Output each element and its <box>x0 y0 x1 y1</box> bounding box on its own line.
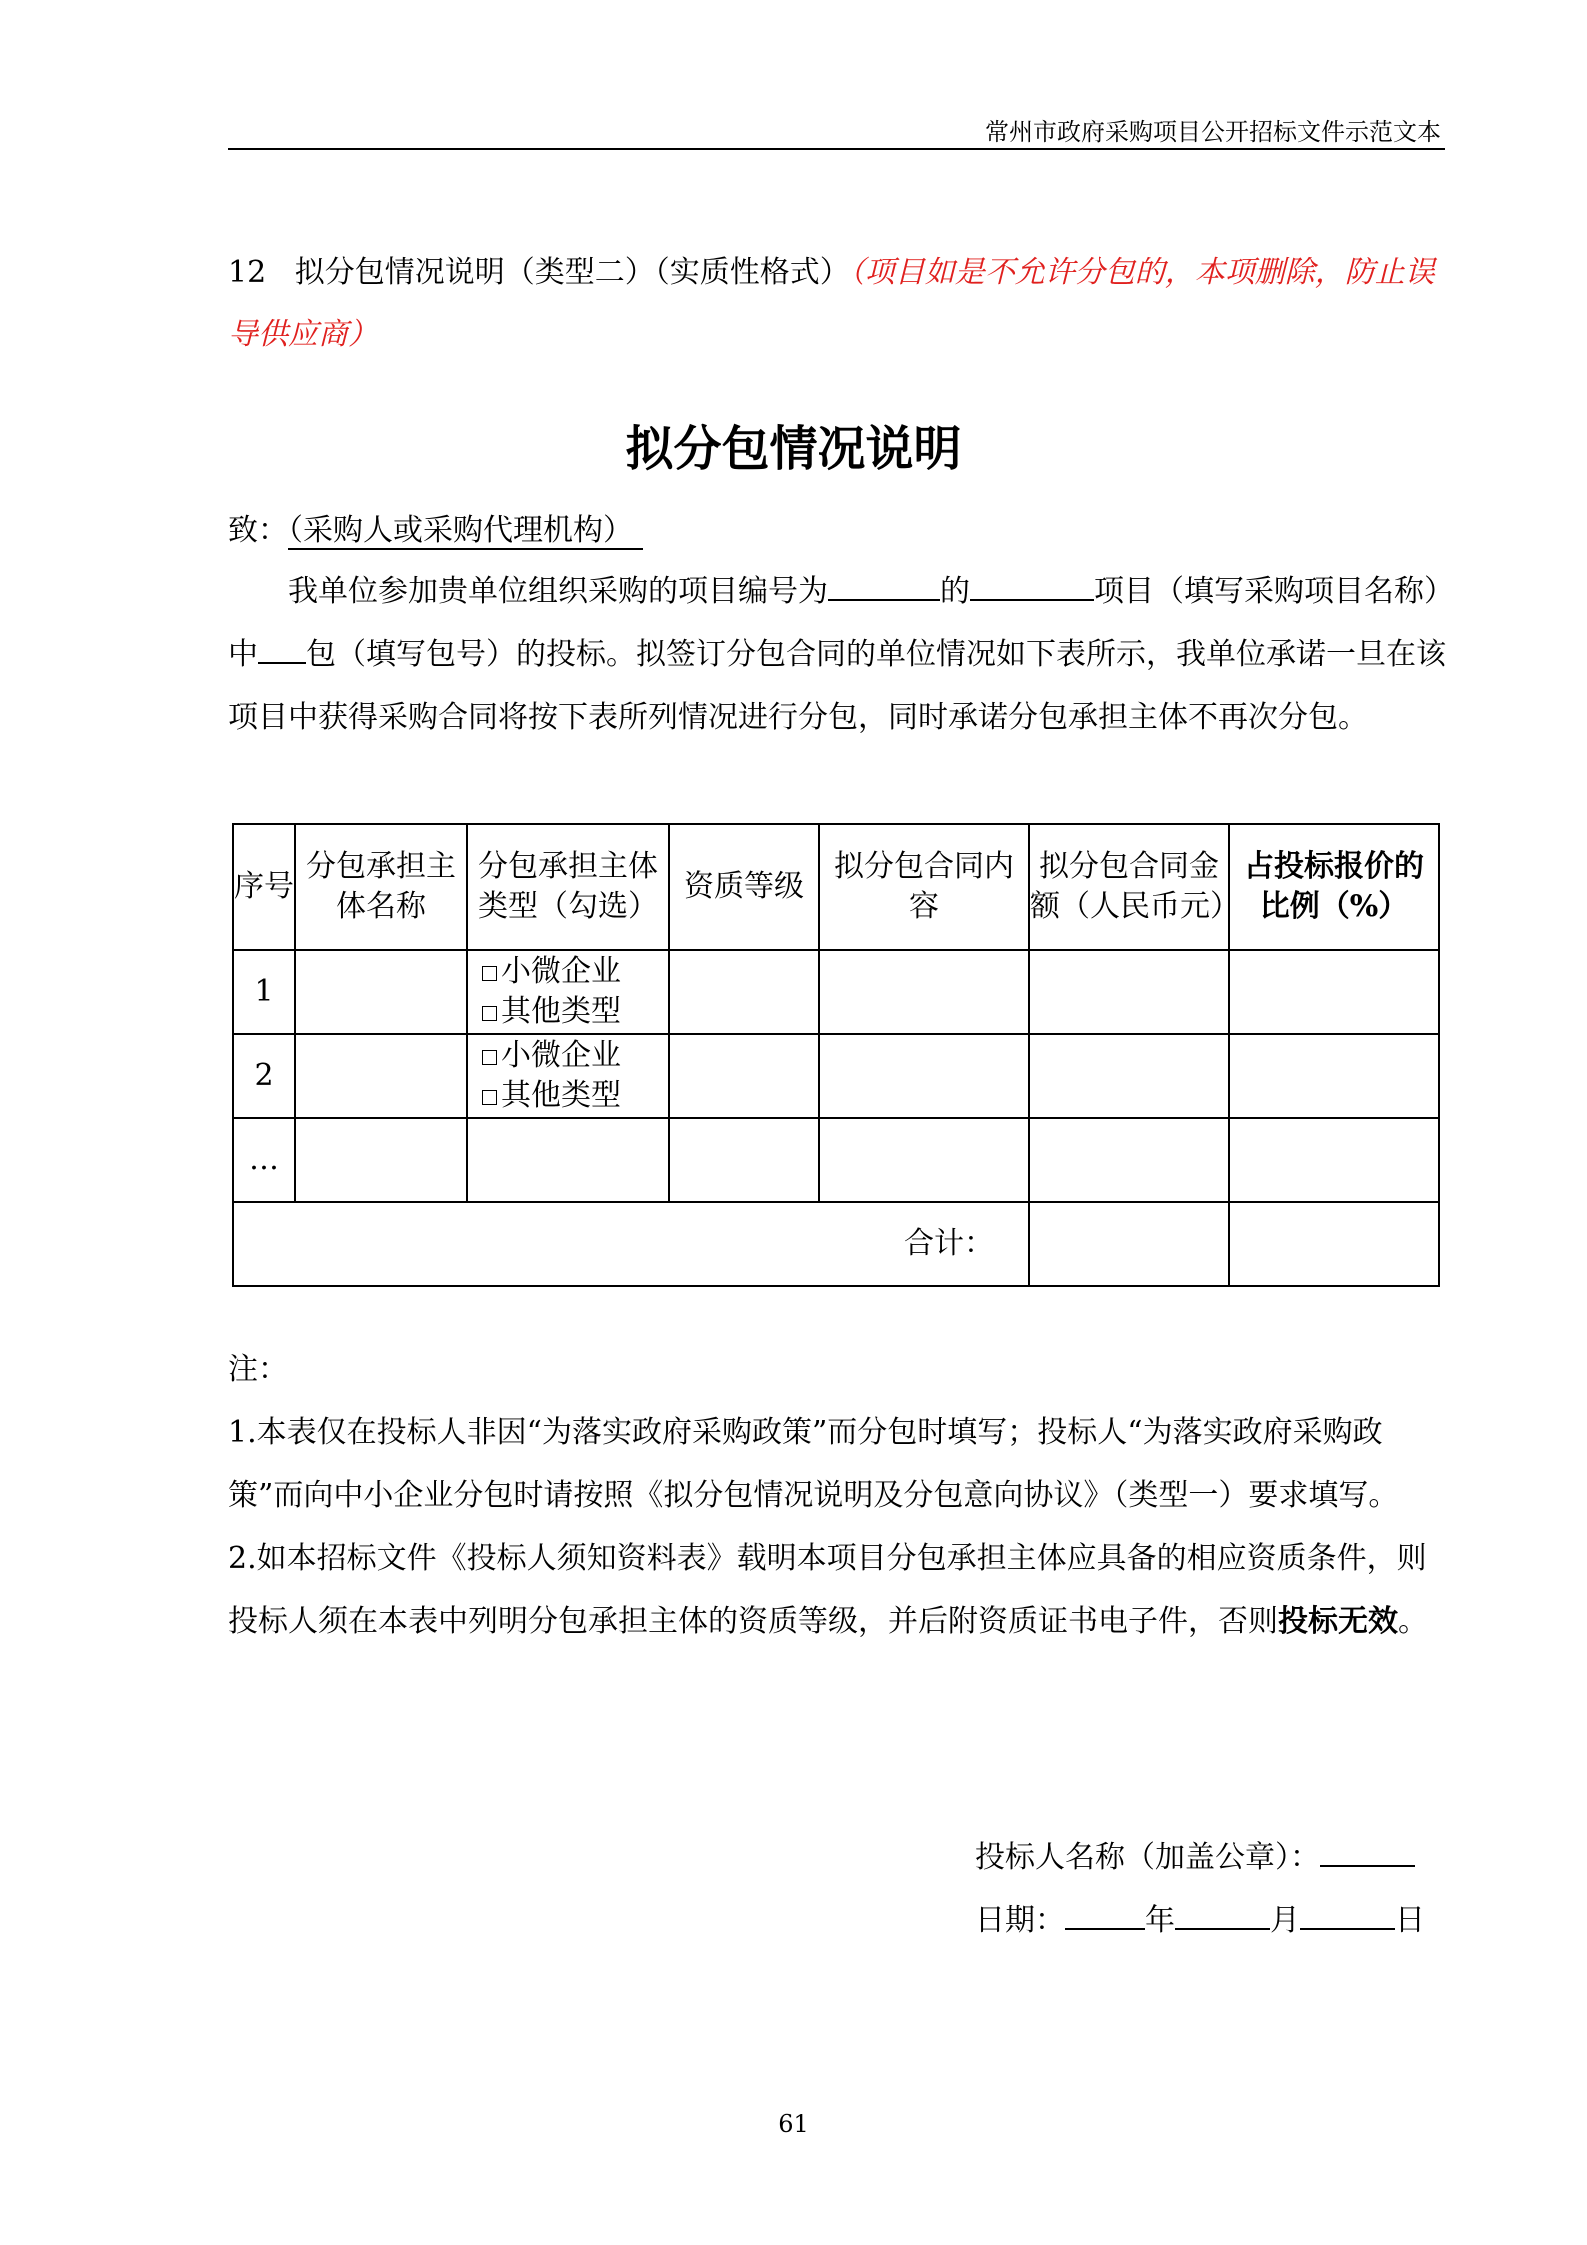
header-ratio: 占投标报价的比例（%） <box>1229 824 1439 950</box>
document-title: 拟分包情况说明 <box>625 421 962 477</box>
page-header <box>228 108 1445 150</box>
statement-part-3: 项目（填写采购项目名称）中 <box>228 574 1439 672</box>
section-title: 拟分包情况说明（类型二）（实质性格式） <box>294 255 850 290</box>
row-no: 2 <box>233 1034 295 1118</box>
table-total-row <box>233 1202 1439 1286</box>
note-1: 1.本表仅在投标人非因“为落实政府采购政策”而分包时填写；投标人“为落实政府采购政策”而向中小企业分包时请按照《拟分包情况说明及分包意向协议》（类型一）要求填写。 <box>228 1415 1399 1513</box>
project-number-blank <box>828 569 940 601</box>
header-content: 拟分包合同内容 <box>819 824 1029 950</box>
statement-paragraph <box>228 560 1450 749</box>
day-blank <box>1300 1898 1395 1930</box>
statement-part-1: 我单位参加贵单位组织采购的项目编号为 <box>288 574 828 609</box>
cell-name <box>295 950 467 1034</box>
date-label: 日期： <box>975 1903 1065 1938</box>
checkbox-other-type[interactable] <box>482 1090 497 1105</box>
cell-amount <box>1029 1034 1229 1118</box>
header-amount: 拟分包合同金额（人民币元） <box>1029 824 1229 950</box>
bidder-name-blank <box>1320 1835 1415 1867</box>
option-label: 小微企业 <box>501 1038 621 1073</box>
cell-amount <box>1029 1118 1229 1202</box>
month-blank <box>1175 1898 1270 1930</box>
option-label: 小微企业 <box>501 954 621 989</box>
note-2 <box>228 1527 1450 1653</box>
note-2-bold: 投标无效 <box>1278 1604 1398 1639</box>
checkbox-other-type[interactable] <box>482 1006 497 1021</box>
cell-ratio <box>1229 950 1439 1034</box>
cell-qualification <box>669 950 819 1034</box>
page-number: 61 <box>778 2110 809 2138</box>
bidder-name-label: 投标人名称（加盖公章）： <box>975 1840 1320 1875</box>
package-number-blank <box>258 632 306 664</box>
table-row <box>233 1118 1439 1202</box>
row-no: … <box>233 1118 295 1202</box>
option-label: 其他类型 <box>501 994 621 1029</box>
section-note: （项目如是不允许分包的，本项删除，防止误导供应商） <box>228 255 1435 352</box>
cell-type <box>467 1034 669 1118</box>
cell-name <box>295 1034 467 1118</box>
cell-qualification <box>669 1034 819 1118</box>
table-header-row <box>233 824 1439 950</box>
cell-content <box>819 950 1029 1034</box>
addressee-label: 致： <box>228 513 288 548</box>
cell-name <box>295 1118 467 1202</box>
cell-ratio <box>1229 1118 1439 1202</box>
checkbox-small-enterprise[interactable] <box>482 1050 497 1065</box>
statement-part-4: 包（填写包号）的投标。拟签订分包合同的单位情况如下表所示，我单位承诺一旦在该项目中获得采购合同将按下表所列情况进行分包，同时承诺分包承担主体不再次分包。 <box>228 637 1446 735</box>
cell-type <box>467 950 669 1034</box>
header-text: 常州市政府采购项目公开招标文件示范文本 <box>985 118 1441 146</box>
total-ratio <box>1229 1202 1439 1286</box>
cell-ratio <box>1229 1034 1439 1118</box>
cell-amount <box>1029 950 1229 1034</box>
header-type: 分包承担主体类型（勾选） <box>467 824 669 950</box>
bidder-name-line <box>975 1832 1415 1876</box>
year-label: 年 <box>1145 1903 1175 1938</box>
header-no: 序号 <box>233 824 295 950</box>
total-amount <box>1029 1202 1229 1286</box>
checkbox-small-enterprise[interactable] <box>482 966 497 981</box>
header-name: 分包承担主体名称 <box>295 824 467 950</box>
table-row <box>233 1034 1439 1118</box>
cell-qualification <box>669 1118 819 1202</box>
section-number: 12 <box>228 255 267 290</box>
notes <box>228 1338 1450 1653</box>
notes-label: 注： <box>228 1352 288 1387</box>
cell-type <box>467 1118 669 1202</box>
statement-part-2: 的 <box>940 574 970 609</box>
addressee-value: （采购人或采购代理机构） <box>288 513 643 550</box>
note-2-text: 2.如本招标文件《投标人须知资料表》载明本项目分包承担主体应具备的相应资质条件，则投标人须在本表中列明分包承担主体的资质等级，并后附资质证书电子件，否则 <box>228 1541 1427 1639</box>
cell-content <box>819 1118 1029 1202</box>
month-label: 月 <box>1270 1903 1300 1938</box>
day-label: 日 <box>1395 1903 1425 1938</box>
date-line <box>975 1895 1425 1939</box>
row-no: 1 <box>233 950 295 1034</box>
option-label: 其他类型 <box>501 1078 621 1113</box>
project-name-blank <box>970 569 1094 601</box>
section-heading <box>228 242 1450 366</box>
year-blank <box>1065 1898 1145 1930</box>
cell-content <box>819 1034 1029 1118</box>
note-2-end: 。 <box>1398 1604 1428 1639</box>
total-label: 合计： <box>233 1202 1029 1286</box>
table-row <box>233 950 1439 1034</box>
header-qualification: 资质等级 <box>669 824 819 950</box>
subcontract-table <box>232 823 1440 1287</box>
addressee <box>228 505 643 549</box>
